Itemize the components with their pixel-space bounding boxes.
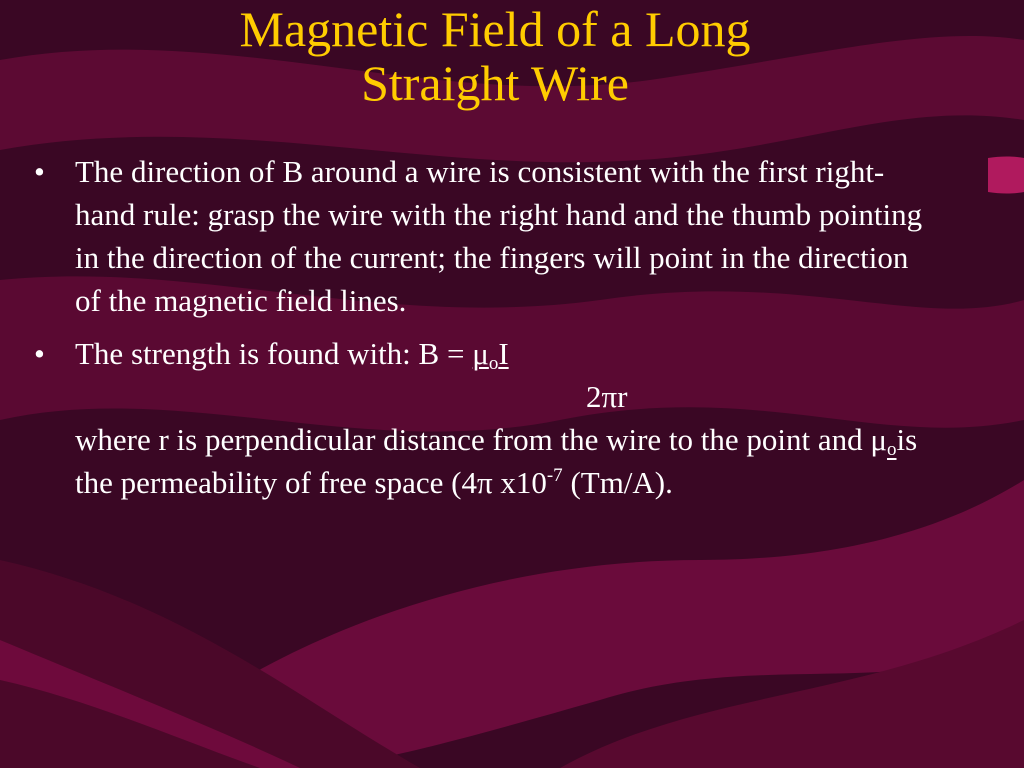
title-line-2: Straight Wire [361,55,629,111]
slide-title [0,2,990,110]
slide-body [34,150,934,504]
bullet-marker: • [34,154,45,189]
title-line-1: Magnetic Field of a Long [239,1,751,57]
explanation-text: is the permeability of free space [75,422,918,500]
slide-edge-tab [988,157,1024,194]
formula-lead: The strength is found with: B = [75,336,473,371]
bullet-item [34,150,934,322]
bullet-item [34,332,934,504]
mu-subscript: o [488,353,499,374]
bullet-marker: • [34,336,45,371]
mu-symbol: μ [870,422,888,457]
explanation-text: where r is perpendicular distance from the wire to the point and [75,422,871,457]
mu-symbol: μ [472,336,489,371]
current-symbol: I [498,336,509,371]
formula-numerator [472,336,509,374]
formula-explanation [75,422,917,500]
permeability-units: (Tm/A). [562,465,673,500]
bullet-text: The direction of B around a wire is consistent with the first right-hand rule: grasp the wire with the right hand and the thumb pointing in the direction of the current; the fingers will point in the direction of the magnetic field lines. [75,154,923,318]
permeability-value: (4π x10 [451,465,547,500]
mu-subscript: o [887,439,897,460]
formula-denominator: 2πr [586,379,628,414]
exponent: -7 [546,465,563,486]
